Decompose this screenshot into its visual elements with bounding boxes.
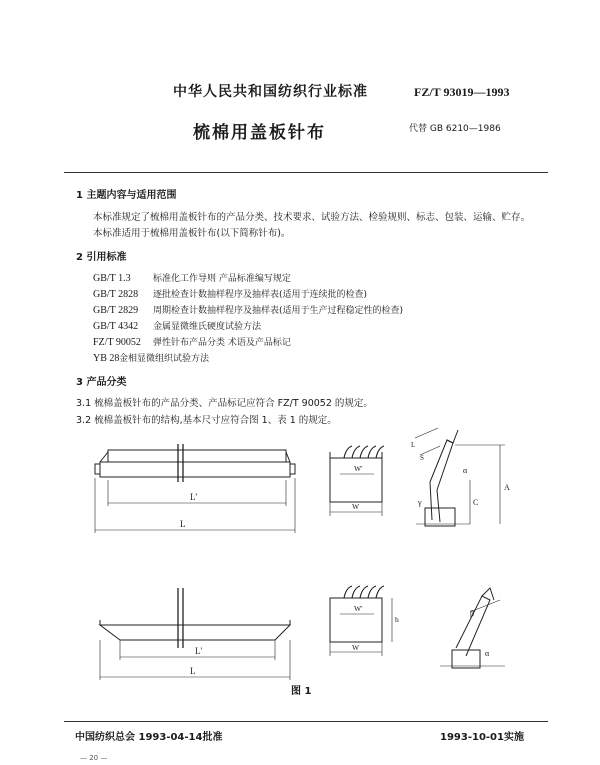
clause-3-2: 3.2 梳棉盖板针布的结构,基本尺寸应符合图 1、表 1 的规定。 [76,415,337,426]
label-W-prime-bottom: W' [354,604,363,613]
section-2-heading: 2 引用标准 [76,252,127,263]
label-gamma: γ [418,498,422,507]
label-alpha-bottom: α [485,649,490,658]
effective-date: 1993-10-01实施 [440,732,524,743]
reference-title: 周期检查计数抽样程序及抽样表(适用于生产过程稳定性的检查) [153,306,404,316]
document-title: 梳棉用盖板针布 [193,123,326,143]
section-1-para-2: 本标准适用于梳棉用盖板针布(以下简称针布)。 [93,228,291,239]
figure-caption: 图 1 [291,686,312,697]
reference-title: 金相显微组织试验方法 [119,354,210,364]
standard-body: 中华人民共和国纺织行业标准 [173,84,368,100]
reference-title: 金属显微维氏硬度试验方法 [153,322,262,332]
label-L-bottom: L [190,666,196,676]
label-A: A [504,483,510,492]
reference-code: YB 28 [93,353,120,364]
label-h: h [395,615,399,624]
reference-title: 弹性针布产品分类 术语及产品标记 [153,338,291,348]
bottom-tooth-detail [440,588,505,668]
reference-title: 标准化工作导则 产品标准编写规定 [153,274,291,284]
section-1-para-1: 本标准规定了梳棉用盖板针布的产品分类、技术要求、试验方法、检验规则、标志、包装、运输、贮存。 [93,212,531,223]
section-1-heading: 1 主题内容与适用范围 [76,190,177,201]
label-alpha-top: α [463,466,468,475]
label-L-prime: L' [190,492,198,502]
reference-code: GB/T 2828 [93,289,139,300]
label-L-prime-bottom: L' [195,646,203,656]
footer-rule [64,721,548,722]
label-S: S [420,454,424,462]
reference-code: FZ/T 90052 [93,337,141,348]
top-tooth-detail [415,428,505,526]
clause-3-1: 3.1 梳棉盖板针布的产品分类、产品标记应符合 FZ/T 90052 的规定。 [76,398,373,409]
reference-code: GB/T 4342 [93,321,139,332]
label-L-small: L [411,441,416,449]
label-W-bottom: W [352,643,360,652]
page-number: — 20 — [80,754,108,762]
replaces-note: 代替 GB 6210—1986 [409,124,501,134]
reference-code: GB/T 1.3 [93,273,131,284]
approval-date: 中国纺织总会 1993-04-14批准 [75,732,223,743]
label-C: C [473,498,479,507]
standard-code: FZ/T 93019—1993 [414,85,510,99]
bottom-cross-section [330,586,392,656]
label-beta: β [470,609,475,618]
top-long-view [95,444,295,533]
label-W-prime-top: W' [354,464,363,473]
reference-title: 逐批检查计数抽样程序及抽样表(适用于连续批的检查) [153,290,368,300]
label-W-top: W [352,502,360,511]
section-3-heading: 3 产品分类 [76,377,127,388]
reference-code: GB/T 2829 [93,305,139,316]
label-L: L [180,519,186,529]
